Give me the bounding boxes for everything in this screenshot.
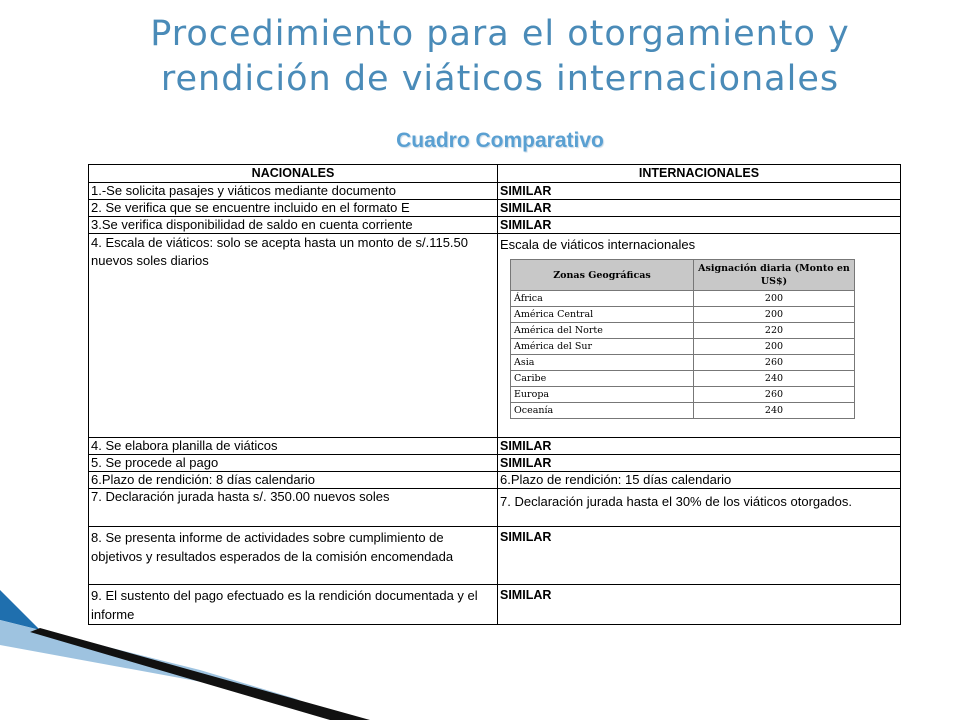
scale-zona: América Central	[511, 307, 694, 323]
scale-monto: 240	[694, 371, 855, 387]
swoosh-dark-band	[30, 628, 370, 720]
cell-nacional: 6.Plazo de rendición: 8 días calendario	[89, 472, 498, 489]
table-row	[89, 183, 901, 200]
cell-internacional-scale	[498, 234, 901, 438]
scale-zona: África	[511, 291, 694, 307]
table-row	[89, 455, 901, 472]
table-row	[89, 234, 901, 438]
slide-subtitle: Cuadro Comparativo	[396, 129, 604, 152]
cell-internacional: SIMILAR	[498, 200, 901, 217]
scale-row	[511, 339, 855, 355]
table-row	[89, 200, 901, 217]
scale-monto: 200	[694, 307, 855, 323]
decorative-swoosh	[0, 590, 380, 720]
table-header-row	[89, 165, 901, 183]
cell-internacional: 7. Declaración jurada hasta el 30% de los viáticos otorgados.	[498, 489, 901, 527]
cell-nacional: 3.Se verifica disponibilidad de saldo en cuenta corriente	[89, 217, 498, 234]
scale-monto: 260	[694, 387, 855, 403]
scale-header-zona: Zonas Geográficas	[511, 260, 694, 291]
scale-zona: América del Norte	[511, 323, 694, 339]
cell-internacional: SIMILAR	[498, 585, 901, 625]
scale-row	[511, 323, 855, 339]
cell-internacional: SIMILAR	[498, 438, 901, 455]
table-row	[89, 472, 901, 489]
scale-zona: Oceanía	[511, 403, 694, 419]
header-internacionales: INTERNACIONALES	[498, 165, 901, 183]
scale-row	[511, 387, 855, 403]
cell-nacional: 5. Se procede al pago	[89, 455, 498, 472]
cell-internacional: SIMILAR	[498, 455, 901, 472]
scale-row	[511, 307, 855, 323]
table-row	[89, 217, 901, 234]
cell-internacional: 6.Plazo de rendición: 15 días calendario	[498, 472, 901, 489]
comparison-table	[88, 164, 901, 625]
cell-nacional: 2. Se verifica que se encuentre incluido en el formato E	[89, 200, 498, 217]
scale-monto: 200	[694, 339, 855, 355]
table-row	[89, 527, 901, 585]
scale-monto: 220	[694, 323, 855, 339]
cell-internacional: SIMILAR	[498, 217, 901, 234]
slide-title-line-1: Procedimiento para el otorgamiento y	[150, 14, 850, 54]
table-row	[89, 489, 901, 527]
scale-monto: 260	[694, 355, 855, 371]
scale-zona: Caribe	[511, 371, 694, 387]
cell-nacional: 1.-Se solicita pasajes y viáticos mediante documento	[89, 183, 498, 200]
cell-nacional: 4. Se elabora planilla de viáticos	[89, 438, 498, 455]
scale-monto: 240	[694, 403, 855, 419]
cell-nacional: 8. Se presenta informe de actividades sobre cumplimiento de objetivos y resultados esperados de la comisión encomendada	[89, 527, 498, 585]
scale-zona: Asia	[511, 355, 694, 371]
cell-nacional: 7. Declaración jurada hasta s/. 350.00 nuevos soles	[89, 489, 498, 527]
scale-monto: 200	[694, 291, 855, 307]
slide-title	[40, 12, 960, 102]
scale-zona: Europa	[511, 387, 694, 403]
scale-table	[510, 259, 855, 419]
slide-title-line-2: rendición de viáticos internacionales	[160, 59, 840, 99]
scale-zona: América del Sur	[511, 339, 694, 355]
scale-header-monto: Asignación diaria (Monto en US$)	[694, 260, 855, 291]
table-row	[89, 438, 901, 455]
header-nacionales: NACIONALES	[89, 165, 498, 183]
scale-row	[511, 291, 855, 307]
scale-row	[511, 403, 855, 419]
cell-internacional: SIMILAR	[498, 183, 901, 200]
cell-nacional: 9. El sustento del pago efectuado es la rendición documentada y el informe	[89, 585, 498, 625]
scale-row	[511, 371, 855, 387]
cell-internacional: SIMILAR	[498, 527, 901, 585]
scale-row	[511, 355, 855, 371]
cell-nacional: 4. Escala de viáticos: solo se acepta hasta un monto de s/.115.50 nuevos soles diarios	[89, 234, 498, 438]
scale-header-row	[511, 260, 855, 291]
scale-caption: Escala de viáticos internacionales	[500, 237, 696, 252]
